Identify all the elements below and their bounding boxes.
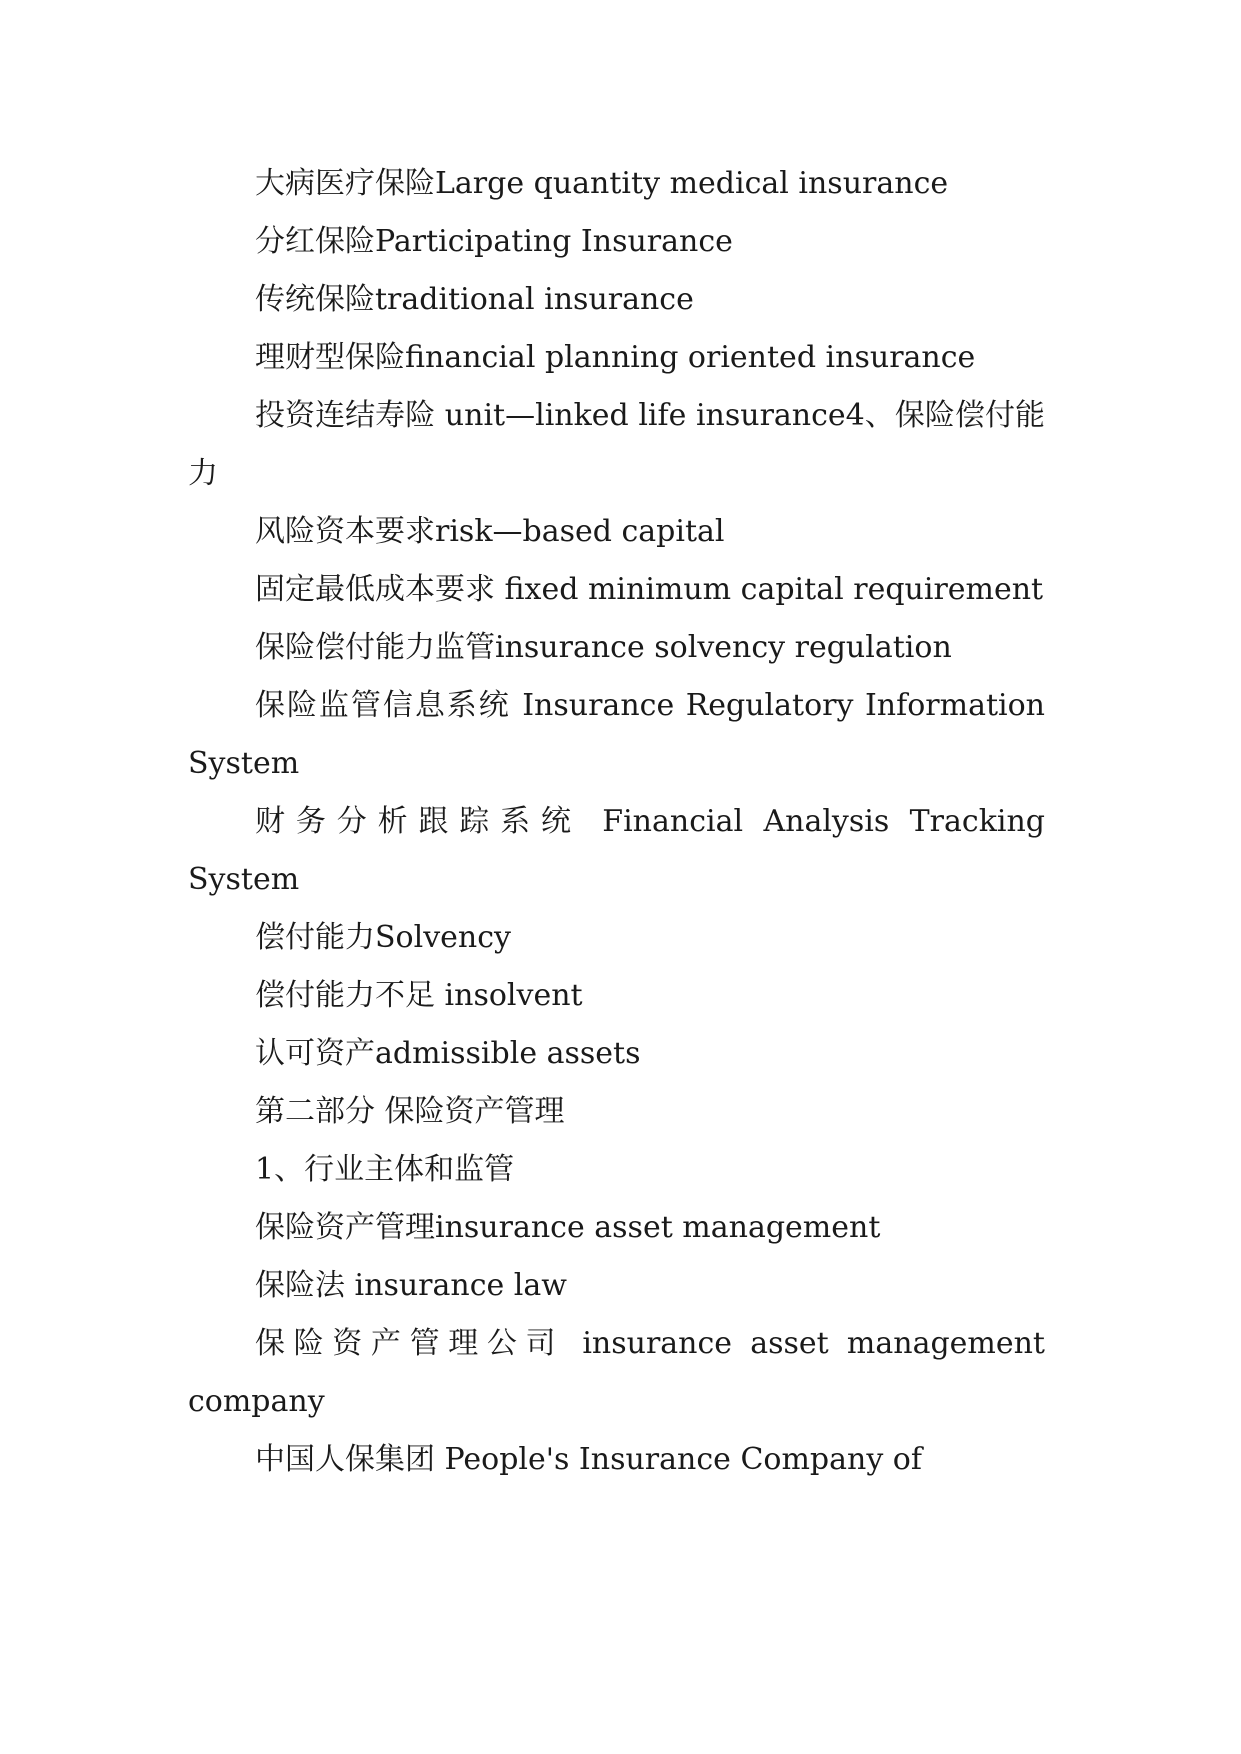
paragraph-fixed-minimum-capital: 固定最低成本要求 fixed minimum capital requirement xyxy=(255,572,1044,607)
paragraph-traditional-insurance: 传统保险traditional insurance xyxy=(255,282,694,317)
paragraph-financial-planning-insurance: 理财型保险financial planning oriented insurance xyxy=(255,340,976,375)
paragraph-large-medical-insurance: 大病医疗保险Large quantity medical insurance xyxy=(255,166,949,201)
paragraph-financial-analysis-tracking: 财务分析跟踪系统 Financial Analysis Tracking System xyxy=(188,804,1045,897)
paragraph-solvency: 偿付能力Solvency xyxy=(255,920,511,955)
document-page xyxy=(188,155,1045,1489)
paragraph-solvency-regulation: 保险偿付能力监管insurance solvency regulation xyxy=(255,630,952,665)
paragraph-risk-based-capital: 风险资本要求risk—based capital xyxy=(255,514,725,549)
paragraph-insolvent: 偿付能力不足 insolvent xyxy=(255,978,583,1013)
paragraph-asset-management: 保险资产管理insurance asset management xyxy=(255,1210,881,1245)
paragraph-regulatory-information-system: 保险监管信息系统 Insurance Regulatory Information System xyxy=(188,688,1045,781)
paragraph-insurance-law: 保险法 insurance law xyxy=(255,1268,567,1303)
section-heading-part-two: 第二部分 保险资产管理 xyxy=(255,1094,565,1129)
paragraph-participating-insurance: 分红保险Participating Insurance xyxy=(255,224,733,259)
paragraph-asset-management-company: 保险资产管理公司 insurance asset management company xyxy=(188,1326,1045,1419)
paragraph-admissible-assets: 认可资产admissible assets xyxy=(255,1036,641,1071)
subsection-heading-industry: 1、行业主体和监管 xyxy=(255,1152,515,1187)
paragraph-unit-linked-insurance: 投资连结寿险 unit—linked life insurance4、保险偿付能力 xyxy=(188,398,1045,491)
paragraph-picc-group: 中国人保集团 People's Insurance Company of xyxy=(255,1442,922,1477)
